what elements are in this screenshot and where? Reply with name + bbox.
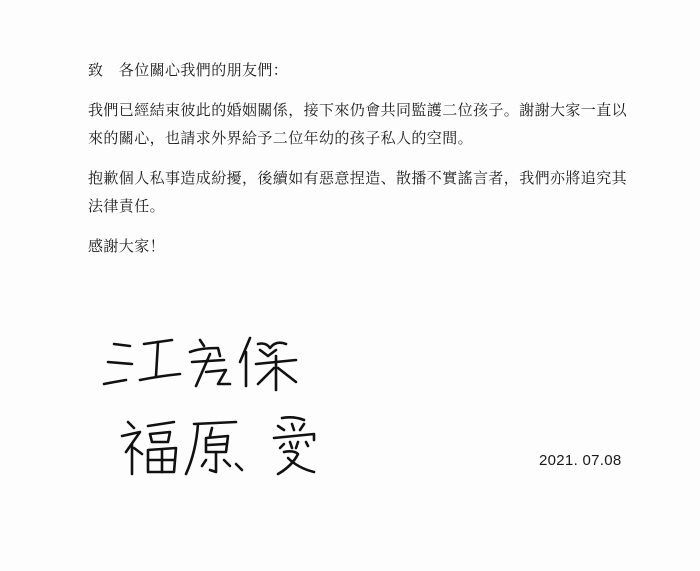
paragraph-1 xyxy=(88,96,648,152)
paragraph-2-line-2: 法律責任。 xyxy=(88,197,166,215)
closing: 感謝大家！ xyxy=(88,237,166,255)
signature-2 xyxy=(118,408,338,478)
paragraph-2 xyxy=(88,164,648,220)
paragraph-1-line-2: 來的關心，也請求外界給予二位年幼的孩子私人的空間。 xyxy=(88,129,474,147)
paragraph-2-line-1: 抱歉個人私事造成紛擾，後續如有惡意捏造、散播不實謠言者，我們亦將追究其 xyxy=(88,169,628,187)
signature-1 xyxy=(100,322,320,392)
letter-date: 2021. 07.08 xyxy=(539,452,622,469)
letter-body xyxy=(88,56,648,260)
salutation: 致 各位關心我們的朋友們： xyxy=(88,61,289,79)
paragraph-1-line-1: 我們已經結束彼此的婚姻關係，接下來仍會共同監護二位孩子。謝謝大家一直以 xyxy=(88,101,628,119)
